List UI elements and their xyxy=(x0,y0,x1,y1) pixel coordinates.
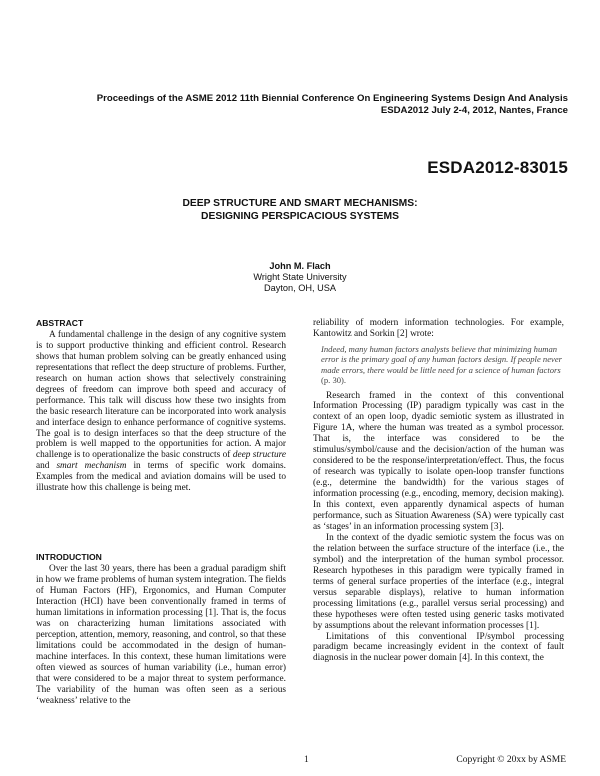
copyright-footer: Copyright © 20xx by ASME xyxy=(456,755,566,765)
quote-text: Indeed, many human factors analysts believe that minimizing human error is the primary goal of any human factors design. If people never made errors, there would be little need for a science of human factors xyxy=(321,343,562,375)
author-name: John M. Flach xyxy=(269,261,331,271)
block-quote xyxy=(313,344,564,386)
paper-title-line1: DEEP STRUCTURE AND SMART MECHANISMS: xyxy=(182,198,418,209)
right-paragraph-1: reliability of modern information technologies. For example, Kantowitz and Sorkin [2] wrote: xyxy=(313,318,564,339)
paper-title-line2: DESIGNING PERSPICACIOUS SYSTEMS xyxy=(201,211,399,222)
right-column xyxy=(313,318,564,664)
proceedings-header: Proceedings of the ASME 2012 11th Biennial Conference On Engineering Systems Design And Analysis ESDA2012 July 2-4, 2012, Nantes, France xyxy=(96,93,568,116)
right-paragraph-4: Limitations of this conventional IP/symbol processing paradigm became increasingly evident in the context of fault diagnosis in the nuclear power domain [4]. In this context, the xyxy=(313,631,564,664)
author-affiliation: Wright State University xyxy=(253,272,347,282)
abstract-text-c: in terms of specific work domains. Examples from the medical and aviation domains will be used to illustrate how this challenge is being met. xyxy=(36,461,287,494)
abstract-paragraph xyxy=(36,330,286,494)
abstract-text-a: A fundamental challenge in the design of any cognitive system is to support productive thinking and efficient control. Research shows that human problem solving can be greatly enhanced using representations that reflect the deep structure of problems. Further, research on human action shows that selectively constraining degrees of freedom can improve both speed and accuracy of performance. This talk will discuss how these two insights from the basic research literature can be incorporated into work analysis and interface design to enhance performance of cognitive systems. The goal is to design interfaces so that the deep structure of the problem is well mapped to the opportunities for action. A major challenge is to operationalize the basic constructs of xyxy=(36,329,286,461)
section-gap xyxy=(36,494,286,552)
right-paragraph-2: Research framed in the context of this conventional Information Processing (IP) paradigm typically was cast in the context of an open loop, dyadic semiotic system as illustrated in Figure 1A, where the human was treated as a symbol processor. That is, the interface was considered to be the stimulus/symbol/cause and the decision/action of the human was considered to be the response/interpretation/effect. Thus, the focus of research was typically to isolate open-loop transfer functions (e.g., determine the bandwidth) for the various stages of information processing (e.g., encoding, memory, decision making). In this context, even apparently dynamical aspects of human performance, such as Situation Awareness (SA) were typically cast as ‘stages’ in an information processing system [3]. xyxy=(313,390,564,532)
introduction-heading: INTRODUCTION xyxy=(36,552,102,563)
abstract-text-b: and xyxy=(36,461,57,472)
left-column xyxy=(36,318,286,707)
abstract-heading: ABSTRACT xyxy=(36,318,84,328)
author-location: Dayton, OH, USA xyxy=(264,283,336,293)
paper-id: ESDA2012-83015 xyxy=(427,158,568,177)
author-block xyxy=(0,261,600,294)
paper-title xyxy=(0,197,600,223)
page-number: 1 xyxy=(304,755,309,765)
quote-citation: (p. 30). xyxy=(321,375,347,386)
right-paragraph-3: In the context of the dyadic semiotic system the focus was on the relation between the surface structure of the interface (i.e., the symbol) and the interpretation of the human symbol processor. Research hypotheses in this paradigm were typically framed in terms of general surface properties of the interface (e.g., integral versus separable displays), relative to human information processing limitations (e.g., parallel versus serial processing) and these hypotheses were often tested using generic tasks motivated by assumptions about the relevant information processes [1]. xyxy=(313,532,564,631)
introduction-paragraph: Over the last 30 years, there has been a gradual paradigm shift in how we frame problems of human system integration. The fields of Human Factors (HF), Ergonomics, and Human Computer Interaction (HCI) have been conventionally framed in terms of human limitations in information processing [1]. That is, the focus was on characterizing human limitations associated with perception, attention, memory, reasoning, and control, so that these limitations could be accommodated in the design of human-machine interfaces. In this context, these human limitations were often viewed as sources of human variability (i.e., human error) that were considered to be a major threat to system performance. The variability of the human was often seen as a serious ‘weakness’ relative to the xyxy=(36,564,287,706)
abstract-em-smart-mechanism: smart mechanism xyxy=(56,461,127,472)
abstract-em-deep-structure: deep structure xyxy=(232,450,286,461)
